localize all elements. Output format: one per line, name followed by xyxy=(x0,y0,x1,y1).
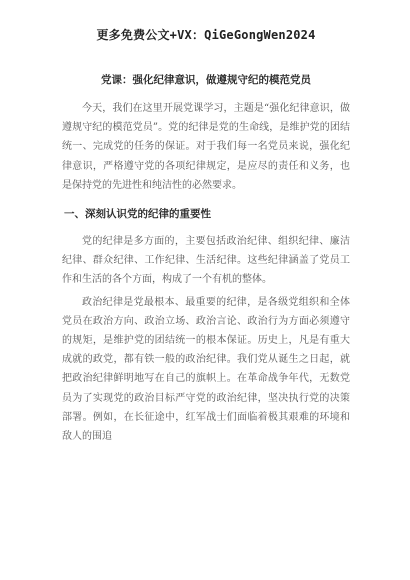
body-paragraph: 党的纪律是多方面的，主要包括政治纪律、组织纪律、廉洁纪律、群众纪律、工作纪律、生活纪律。这些纪律涵盖了党员工作和生活的各个方面，构成了一个有机的整体。 xyxy=(62,236,350,286)
intro-paragraph: 今天，我们在这里开展党课学习，主题是“强化纪律意识，做遵规守纪的模范党员”。党的纪律是党的生命线，是维护党的团结统一、完成党的任务的保证。对于我们每一名党员来说，强化纪律意识，严格遵守党的各项纪律规定，是应尽的责任和义务，也是保持党的先进性和纯洁性的必然要求。 xyxy=(62,103,350,191)
promo-banner: 更多免费公文+VX：QiGeGongWen2024 xyxy=(96,28,316,42)
body-paragraph: 政治纪律是党最根本、最重要的纪律，是各级党组织和全体党员在政治方向、政治立场、政治言论、政治行为方面必须遵守的规矩，是维护党的团结统一的根本保证。历史上，凡是有重大成就的政党，都有铁一般的政治纪律。我们党从诞生之日起，就把政治纪律鲜明地写在自己的旗帜上。在革命战争年代，无数党员为了实现党的政治目标严守党的政治纪律，坚决执行党的决策部署。例如，在长征途中，红军战士们面临着极其艰难的环境和敌人的围追 xyxy=(62,296,350,443)
section-heading: 一、深刻认识党的纪律的重要性 xyxy=(64,208,211,221)
document-title: 党课：强化纪律意识，做遵规守纪的模范党员 xyxy=(101,74,311,86)
